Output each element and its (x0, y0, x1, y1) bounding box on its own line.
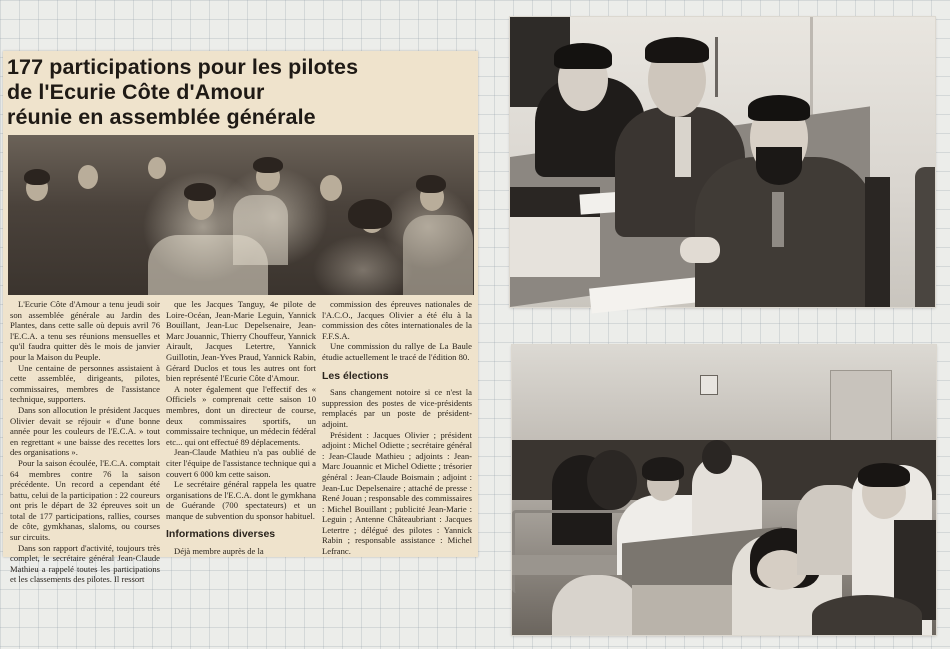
article-column-2 (166, 299, 316, 557)
paragraph: Le secrétaire général rappela les quatre organisations de l'E.C.A. dont le gymkhana de Guérande (700 spectateurs) et un manque de subvention du sponsor habituel. (166, 479, 316, 521)
paragraph: Sans changement notoire si ce n'est la suppression des postes de vice-présidents remplacés par un poste de président-adjoint. (322, 387, 472, 429)
section-heading: Informations diverses (166, 528, 276, 541)
paragraph: Pour la saison écoulée, l'E.C.A. comptait 64 membres contre 76 la saison précédente. Un record a cependant été battu, celui de la participation : 22 coureurs ont pris le départ de 32 épreuves soit un total de 177 participations, rallies, courses de côte, gymkhanas, slaloms, ou courses sur circuits. (10, 457, 160, 543)
headline-line: de l'Ecurie Côte d'Amour (7, 80, 265, 104)
photo-assembly-room (512, 345, 936, 635)
paragraph: commission des épreuves nationales de l'A.C.O., Jacques Olivier a été élu à la commission des côtes internationales de la F.F.S.A. (322, 299, 472, 341)
paragraph: A noter également que l'effectif des « Officiels » comprenait cette saison 10 membres, dont un directeur de course, deux commissaires sportifs, un commissaire technique, un médecin fédéral etc... qui ont effectué 89 déplacements. (166, 383, 316, 447)
paragraph: Jean-Claude Mathieu n'a pas oublié de citer l'équipe de l'assistance technique qui a couvert 6 000 km cette saison. (166, 447, 316, 479)
paragraph: Président : Jacques Olivier ; président adjoint : Michel Odiette ; secrétaire général : Jean-Claude Mathieu ; adjoints : Jean-Marc Jouannic et Michel Odiette ; trésorier général : Jean-Claude Boismain ; adjoint : Jean-Luc Depelsenaire ; attaché de presse : René Jouan ; responsable des commissaires : Michel Bouillant ; publicité Jean-Marie : Leguin ; Antenne Châteaubriant : Jacques Letertre ; délégué des pilotes : Yannick Rabin ; responsable assistance : Michel Lefranc. (322, 429, 472, 557)
newspaper-clipping (3, 51, 478, 585)
headline-line: réunie en assemblée générale (7, 105, 316, 129)
paragraph: Une centaine de personnes assistaient à cette assemblée, dirigeants, pilotes, commissaires, membres de l'assistance technique, supporters. (10, 362, 160, 405)
article-body (10, 299, 472, 585)
paragraph: Dans son allocution le président Jacques Olivier devait se réjouir « d'une bonne année pour les couleurs de l'E.C.A. » tout en regrettant « une baisse des recettes lors des organisations ». (10, 404, 160, 458)
paragraph: Déjà membre auprès de la (174, 546, 264, 557)
newspaper-photo (8, 135, 474, 295)
headline-line: 177 participations pour les pilotes (7, 55, 359, 79)
paragraph: Une commission du rallye de La Baule étudie actuellement le tracé de l'édition 80. (322, 341, 472, 362)
headline (7, 55, 473, 130)
paragraph: L'Ecurie Côte d'Amour a tenu jeudi soir son assemblée générale au Jardin des Plantes, dans cette salle où depuis avril 76 l'E.C.A. a tenu ses réunions mensuelles et qu'il faudra quitter dès le mois de janvier pour la Maison du Peuple. (10, 299, 160, 362)
paragraph: que les Jacques Tanguy, 4e pilote de Loire-Océan, Jean-Marie Leguin, Yannick Bouillant, Jean-Luc Depelsenaire, Jean-Marc Jouannic, Thierry Chouffeur, Yannick Airault, Jacques Letertre, Yannick Guillotin, Jean-Yves Praud, Yannick Rabin, Gérard Duclos et tous les autres ont fort bien représenté l'Ecurie Côte d'Amour. (166, 299, 316, 384)
article-column-1 (10, 299, 160, 585)
article-column-3 (322, 299, 472, 557)
paragraph: Dans son rapport d'activité, toujours très complet, le secrétaire général Jean-Claude Mathieu a rappelé toutes les participations et les classements des pilotes. Il ressort (10, 542, 160, 585)
photo-board-members (510, 17, 935, 307)
section-heading: Les élections (322, 369, 389, 382)
